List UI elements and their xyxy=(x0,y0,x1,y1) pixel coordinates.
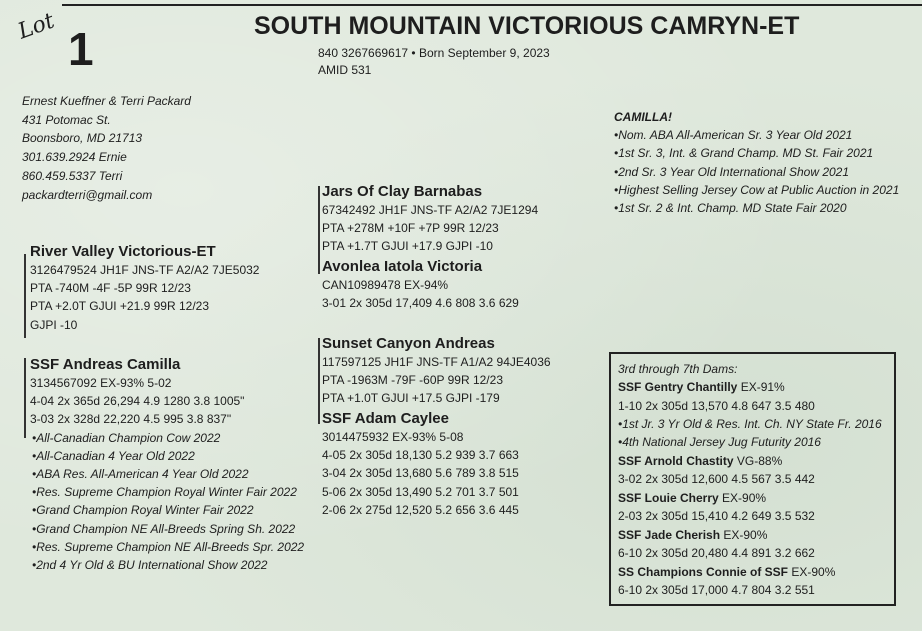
dam-dam-line: 4-05 2x 305d 18,130 5.2 939 3.7 663 xyxy=(322,448,519,463)
pedigree-bracket-sire xyxy=(24,254,26,338)
sire-sire-line: PTA +1.7T GJUI +17.9 GJPI -10 xyxy=(322,239,493,254)
dam-score: EX-90% xyxy=(788,564,836,579)
camilla-item: •1st Sr. 2 & Int. Champ. MD State Fair 2020 xyxy=(614,201,847,216)
dam-line: 3134567092 EX-93% 5-02 xyxy=(30,376,172,390)
sire-sire-name: Jars Of Clay Barnabas xyxy=(322,183,483,200)
dam-honor: •Res. Supreme Champion NE All-Breeds Spr. 2022 xyxy=(32,539,305,554)
camilla-notes xyxy=(614,108,899,217)
lot-number: 1 xyxy=(68,23,94,75)
owner-phone-ernie: 301.639.2924 Ernie xyxy=(22,150,127,165)
camilla-item: •Nom. ABA All-American Sr. 3 Year Old 2021 xyxy=(614,128,853,143)
sire-dam-block xyxy=(322,257,519,312)
dam-entry-record: 6-10 2x 305d 20,480 4.4 891 3.2 662 xyxy=(618,546,815,561)
lot-label: Lot xyxy=(14,8,58,45)
dam-honor: •All-Canadian Champion Cow 2022 xyxy=(32,430,221,445)
sire-line: PTA +2.0T GJUI +21.9 99R 12/23 xyxy=(30,299,209,314)
dam-entry-name xyxy=(618,489,882,508)
dam-name-text: SSF Gentry Chantilly xyxy=(618,380,738,395)
dam-dam-line: 2-06 2x 275d 12,520 5.2 656 3.6 445 xyxy=(322,502,519,517)
sire-sire-line: 67342492 JH1F JNS-TF A2/A2 7JE1294 xyxy=(322,203,539,217)
dam-name-text: SSF Arnold Chastity xyxy=(618,453,734,468)
sire-sire-block xyxy=(322,182,538,256)
sire-line: 3126479524 JH1F JNS-TF A2/A2 7JE5032 xyxy=(30,263,260,277)
pedigree-bracket-dam-side xyxy=(318,338,320,424)
dam-name-text: SSF Jade Cherish xyxy=(618,527,721,542)
dam-name: SSF Andreas Camilla xyxy=(30,356,181,373)
dam-block xyxy=(30,355,304,574)
camilla-item: •1st Sr. 3, Int. & Grand Champ. MD St. Fair 2021 xyxy=(614,146,874,161)
pedigree-bracket-sire-side xyxy=(318,186,320,274)
amid-line: AMID 531 xyxy=(318,63,372,77)
animal-title: SOUTH MOUNTAIN VICTORIOUS CAMRYN-ET xyxy=(254,12,800,40)
camilla-item: •2nd Sr. 3 Year Old International Show 2021 xyxy=(614,164,850,179)
dam-sire-name: Sunset Canyon Andreas xyxy=(322,335,495,352)
owner-phone-terri: 860.459.5337 Terri xyxy=(22,168,123,183)
camilla-heading: CAMILLA! xyxy=(614,110,672,124)
dam-name-text: SSF Louie Cherry xyxy=(618,490,719,505)
dam-dam-block xyxy=(322,409,519,519)
dam-honor: •All-Canadian 4 Year Old 2022 xyxy=(32,448,195,463)
dam-dam-name: SSF Adam Caylee xyxy=(322,410,449,427)
dam-honor: •2nd 4 Yr Old & BU International Show 2022 xyxy=(32,558,268,573)
sire-dam-name: Avonlea Iatola Victoria xyxy=(322,258,483,275)
dam-dam-line: 3014475932 EX-93% 5-08 xyxy=(322,430,464,444)
dam-entry-record: 3-02 2x 305d 12,600 4.5 567 3.5 442 xyxy=(618,472,815,487)
dam-sire-block xyxy=(322,334,551,408)
dam-sire-line: 117597125 JH1F JNS-TF A1/A2 94JE4036 xyxy=(322,355,551,369)
sire-name: River Valley Victorious-ET xyxy=(30,243,216,260)
registration-line: 840 3267669617 • Born September 9, 2023 xyxy=(318,46,550,60)
dam-name-text: SS Champions Connie of SSF xyxy=(618,564,789,579)
dam-sire-line: PTA -1963M -79F -60P 99R 12/23 xyxy=(322,373,503,388)
dam-score: EX-90% xyxy=(720,527,768,542)
dams-box-heading: 3rd through 7th Dams: xyxy=(618,362,738,376)
dam-entry-name xyxy=(618,563,882,582)
owner-city: Boonsboro, MD 21713 xyxy=(22,131,143,146)
dam-honor: •Grand Champion Royal Winter Fair 2022 xyxy=(32,503,254,518)
sire-block xyxy=(30,242,259,334)
dam-honor: •Grand Champion NE All-Breeds Spring Sh. 2022 xyxy=(32,521,296,536)
camilla-item: •Highest Selling Jersey Cow at Public Auction in 2021 xyxy=(614,182,900,197)
dam-entry-name xyxy=(618,452,882,471)
pedigree-bracket-dam xyxy=(24,358,26,438)
dam-score: EX-90% xyxy=(718,490,767,505)
dam-entry-name xyxy=(618,526,882,545)
animal-ids xyxy=(318,45,550,79)
consignor-info xyxy=(22,92,191,204)
owner-email: packardterri@gmail.com xyxy=(22,187,153,202)
sire-line: GJPI -10 xyxy=(30,317,78,332)
dam-honor: •Res. Supreme Champion Royal Winter Fair 2022 xyxy=(32,485,297,500)
sire-line: PTA -740M -4F -5P 99R 12/23 xyxy=(30,281,191,296)
dam-entry-honor: •1st Jr. 3 Yr Old & Res. Int. Ch. NY State Fr. 2016 xyxy=(618,417,882,432)
dam-entry-record: 1-10 2x 305d 13,570 4.8 647 3.5 480 xyxy=(618,399,815,413)
dam-line: 3-03 2x 328d 22,220 4.5 995 3.8 837" xyxy=(30,412,232,427)
dam-score: EX-91% xyxy=(737,380,785,395)
owner-street: 431 Potomac St. xyxy=(22,112,111,127)
dam-entry-record: 6-10 2x 305d 17,000 4.7 804 3.2 551 xyxy=(618,583,815,598)
sire-dam-line: CAN10989478 EX-94% xyxy=(322,278,449,292)
sire-dam-line: 3-01 2x 305d 17,409 4.6 808 3.6 629 xyxy=(322,296,519,311)
dam-entry-record: 2-03 2x 305d 15,410 4.2 649 3.5 532 xyxy=(618,509,815,524)
sire-sire-line: PTA +278M +10F +7P 99R 12/23 xyxy=(322,221,499,236)
header-rule xyxy=(62,4,922,6)
dam-score: VG-88% xyxy=(733,453,783,468)
dam-dam-line: 5-06 2x 305d 13,490 5.2 701 3.7 501 xyxy=(322,484,519,499)
owner-names: Ernest Kueffner & Terri Packard xyxy=(22,94,191,108)
dams-box xyxy=(609,352,896,606)
dam-line: 4-04 2x 365d 26,294 4.9 1280 3.8 1005" xyxy=(30,394,245,409)
dam-entry-name xyxy=(618,378,882,397)
dam-honor: •ABA Res. All-American 4 Year Old 2022 xyxy=(32,467,249,482)
dam-sire-line: PTA +1.0T GJUI +17.5 GJPI -179 xyxy=(322,391,500,406)
dam-entry-honor: •4th National Jersey Jug Futurity 2016 xyxy=(618,435,821,450)
dam-dam-line: 3-04 2x 305d 13,680 5.6 789 3.8 515 xyxy=(322,466,519,481)
dams-box-content xyxy=(618,360,882,600)
